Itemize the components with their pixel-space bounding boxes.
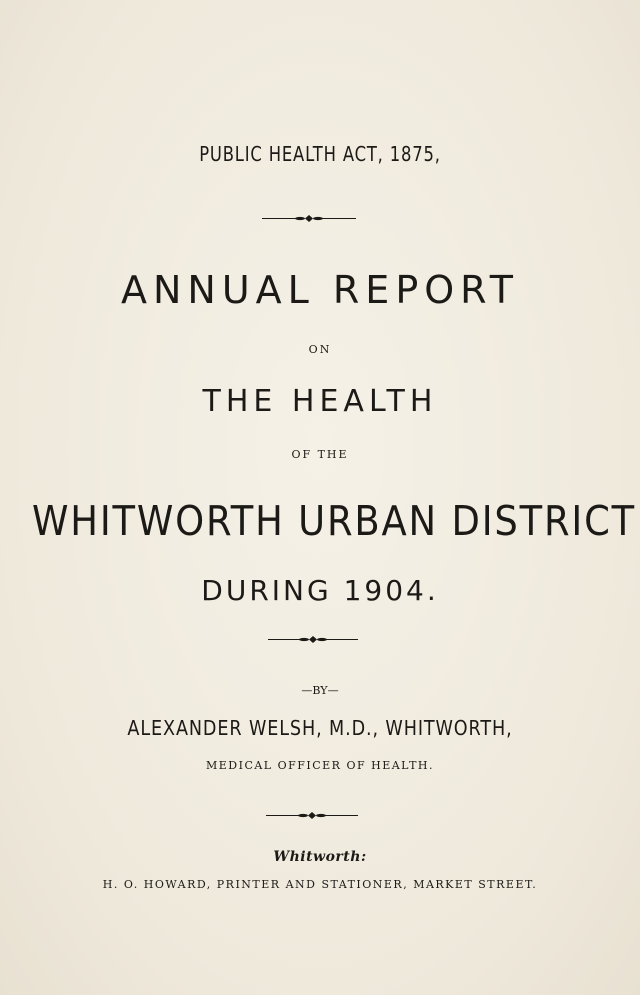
district-heading: WHITWORTH URBAN DISTRICT [32,497,636,545]
act-heading: PUBLIC HEALTH ACT, 1875, [199,142,441,166]
of-the-words: OF THE [291,448,349,461]
on-word: ON [308,343,332,356]
ornament-rule-top [262,214,356,223]
ornament-rule-bottom [266,811,358,820]
subject-heading: THE HEALTH [202,384,438,419]
imprint-printer: H. O. HOWARD, PRINTER AND STATIONER, MARKET STREET. [102,878,538,891]
rule-diamond-ornament-icon [262,214,356,223]
rule-diamond-ornament-icon [266,811,358,820]
imprint-place: Whitworth: [273,849,367,865]
author-role: MEDICAL OFFICER OF HEALTH. [205,759,435,772]
year-heading: DURING 1904. [201,574,439,607]
report-title: ANNUAL REPORT [121,268,519,312]
author-name: ALEXANDER WELSH, M.D., WHITWORTH, [127,716,513,740]
rule-diamond-ornament-icon [268,635,358,644]
ornament-rule-middle [268,635,358,644]
by-line: —BY— [301,684,339,697]
